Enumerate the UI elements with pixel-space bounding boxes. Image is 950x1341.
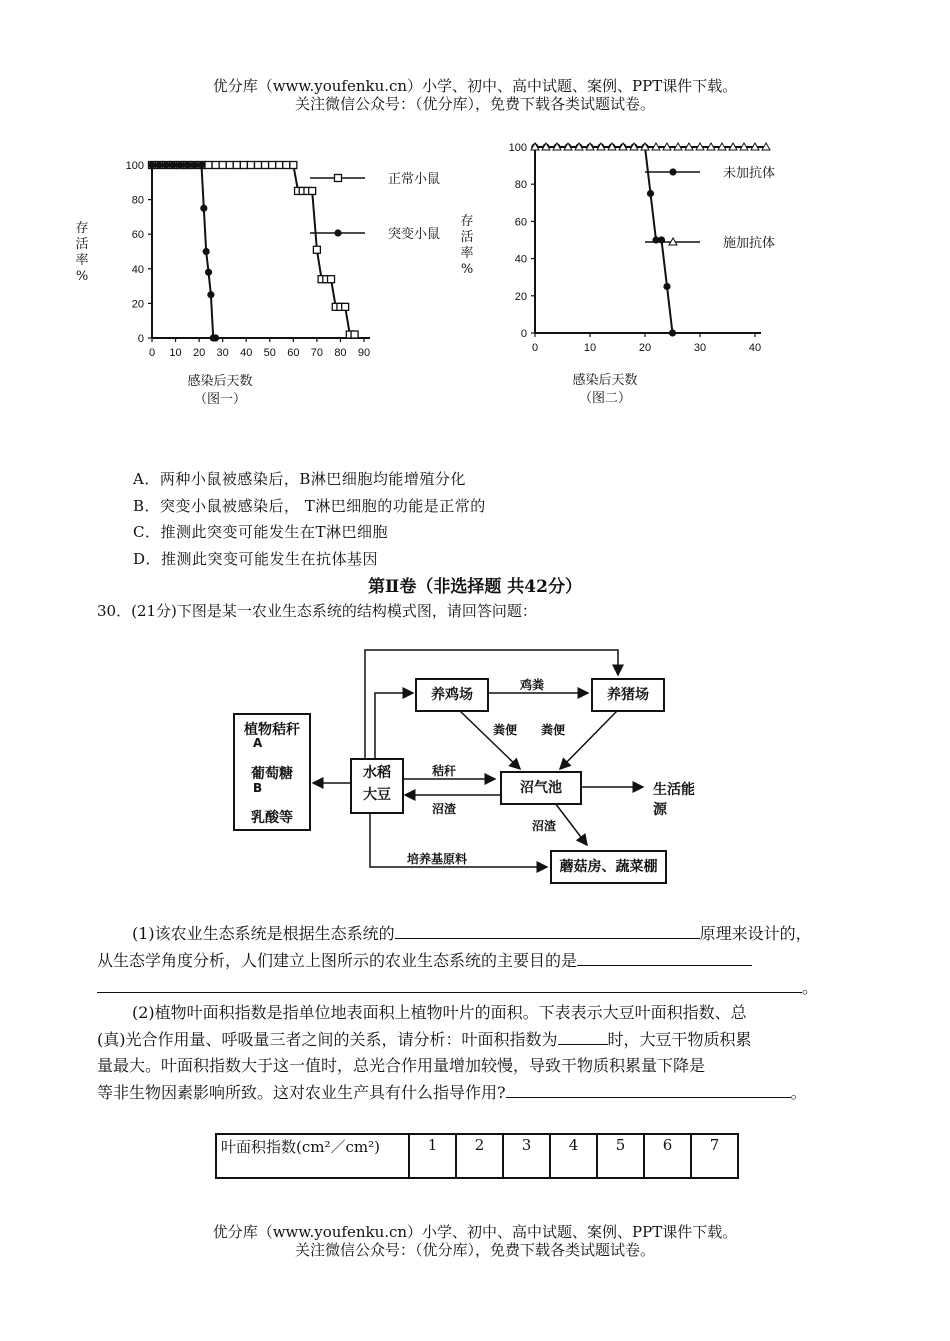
footer-line-2: 关注微信公众号：（优分库），免费下载各类试题试卷。 <box>294 1241 655 1259</box>
y-tick-label: 100 <box>125 160 144 172</box>
q1-line2-text: 从生态学角度分析，人们建立上图所示的农业生态系统的主要目的是 <box>97 951 578 970</box>
y-axis-label-char: % <box>75 269 89 284</box>
arrow-chicken-to-biogas <box>460 711 520 769</box>
data-point-series-2 <box>170 161 177 168</box>
q1-blank-3[interactable] <box>97 974 802 993</box>
series-line-1 <box>152 165 355 335</box>
y-tick-label: 80 <box>131 194 144 207</box>
question-30-stem: 30．(21分)下图是某一农业生态系统的结构模式图，请回答问题： <box>97 602 537 620</box>
y-axis-label-char: 活 <box>75 237 89 252</box>
data-point-series-1 <box>247 162 254 169</box>
y-axis-label-char: 率 <box>75 253 89 268</box>
q1-blank-2[interactable] <box>577 947 752 966</box>
label-medium-material: 培养基原料 <box>407 852 468 866</box>
chart-1-svg <box>60 140 480 410</box>
q2-line2-prefix: (真)光合作用量、呼吸量三者之间的关系，请分析：叶面积指数为 <box>97 1030 558 1049</box>
data-point-series-2 <box>155 161 162 168</box>
label-residue-2: 沼渣 <box>532 819 557 833</box>
chart-figure-2 <box>450 125 810 415</box>
data-point-series-2 <box>148 161 155 168</box>
y-tick-label: 100 <box>508 142 527 154</box>
q1-prefix: (1)该农业生态系统是根据生态系统的 <box>132 924 395 943</box>
legend-label-1: 未加抗体 <box>723 166 776 181</box>
data-point-series-1 <box>663 283 670 290</box>
label-manure-1: 粪便 <box>493 723 518 737</box>
q2-line2-suffix: 时，大豆干物质积累 <box>607 1030 752 1049</box>
y-tick-label: 40 <box>514 253 527 266</box>
box-pig-farm: 养猪场 <box>591 678 665 712</box>
x-tick-label: 0 <box>148 347 156 359</box>
data-point-series-1 <box>283 162 290 169</box>
ecosystem-diagram <box>225 645 705 885</box>
table-header-cell: 叶面积指数(cm²／cm²) <box>216 1134 409 1178</box>
y-axis-label-char: 存 <box>460 214 474 229</box>
data-point-series-1 <box>226 162 233 169</box>
option-c: C．推测此突变可能发生在T淋巴细胞 <box>133 523 388 541</box>
data-point-series-1 <box>262 162 269 169</box>
question-2 <box>97 1000 867 1106</box>
x-tick-label: 40 <box>748 342 762 354</box>
data-point-series-1 <box>240 162 247 169</box>
label-residue-1: 沼渣 <box>432 802 457 816</box>
x-axis-label: 感染后天数 <box>187 374 253 389</box>
arrow-rice-to-pig <box>365 650 618 761</box>
data-point-series-2 <box>207 291 214 298</box>
header-line-1: 优分库（www.youfenku.cn）小学、初中、高中试题、案例、PPT课件下载。 <box>212 77 738 95</box>
table-cell: 4 <box>550 1134 597 1178</box>
x-tick-label: 90 <box>357 347 371 359</box>
x-tick-label: 20 <box>638 342 652 354</box>
y-tick-label: 20 <box>131 298 144 311</box>
x-tick-label: 40 <box>240 347 253 359</box>
option-d: D．推测此突变可能发生在抗体基因 <box>133 550 379 568</box>
legend-marker-1 <box>669 168 676 175</box>
data-point-series-2 <box>191 161 198 168</box>
legend-marker-1 <box>335 175 342 182</box>
box-rice-line1: 水稻 <box>363 765 391 781</box>
data-point-series-1 <box>290 162 297 169</box>
table-cell: 7 <box>691 1134 738 1178</box>
data-point-series-1 <box>342 303 349 310</box>
legend-marker-2 <box>334 229 341 236</box>
table-cell: 2 <box>456 1134 503 1178</box>
data-point-series-1 <box>313 246 320 253</box>
series-line-1 <box>535 147 673 333</box>
label-straw: 秸秆 <box>432 764 457 778</box>
data-point-series-2 <box>184 161 191 168</box>
data-point-series-1 <box>269 162 276 169</box>
x-tick-label: 60 <box>287 347 300 359</box>
chart-2-svg <box>450 125 810 415</box>
data-point-series-1 <box>205 162 212 169</box>
arrow-biogas-to-mushroom <box>555 803 587 845</box>
x-tick-label: 80 <box>334 347 347 359</box>
option-b: B．突变小鼠被感染后， T淋巴细胞的功能是正常的 <box>133 497 486 515</box>
y-axis-label-char: 存 <box>75 221 89 236</box>
data-point-series-1 <box>233 162 240 169</box>
label-living-energy: 生活能源 <box>653 782 695 818</box>
y-tick-label: 20 <box>514 290 527 303</box>
box-straw-line3: 乳酸等 <box>251 810 293 826</box>
q2-line2 <box>97 1026 867 1053</box>
data-point-series-1 <box>351 331 358 338</box>
q1-suffix: 原理来设计的， <box>699 924 812 943</box>
arrow-rice-to-chicken <box>375 693 413 761</box>
x-tick-label: 20 <box>192 347 206 359</box>
legend-label-1: 正常小鼠 <box>388 172 441 187</box>
x-tick-label: 10 <box>583 342 597 354</box>
q1-end: 。 <box>802 978 819 997</box>
y-tick-label: 0 <box>137 333 144 345</box>
q2-line4-prefix: 等非生物因素影响所致。这对农业生产具有什么指导作用? <box>97 1083 506 1102</box>
box-biogas-digester: 沼气池 <box>500 771 582 805</box>
table-cell: 5 <box>597 1134 644 1178</box>
label-chicken-dung: 鸡粪 <box>520 678 545 692</box>
table-cell: 3 <box>503 1134 550 1178</box>
header-line-2: 关注微信公众号：（优分库），免费下载各类试题试卷。 <box>294 95 655 113</box>
y-tick-label: 60 <box>131 229 144 242</box>
y-axis-label-char: 活 <box>460 230 474 245</box>
lai-table <box>215 1133 739 1179</box>
box-straw-line2: 葡萄糖 <box>251 766 293 782</box>
q2-blank-1[interactable] <box>558 1026 608 1045</box>
label-manure-2: 粪便 <box>541 723 566 737</box>
box-straw-line1: 植物秸秆 <box>244 722 300 738</box>
q1-line3 <box>97 974 862 1001</box>
option-a: A．两种小鼠被感染后，B淋巴细胞均能增殖分化 <box>133 470 466 488</box>
data-point-series-1 <box>309 187 316 194</box>
q2-line4 <box>97 1079 867 1106</box>
data-point-series-1 <box>255 162 262 169</box>
legend-label-2: 施加抗体 <box>723 236 776 251</box>
q1-line1 <box>97 920 862 947</box>
lai-table-wrapper <box>215 1133 739 1179</box>
y-axis-label-char: 率 <box>460 246 474 261</box>
chart-figure-1 <box>60 140 480 410</box>
data-point-series-1 <box>212 162 219 169</box>
q2-line1: (2)植物叶面积指数是指单位地表面积上植物叶片的面积。下表表示大豆叶面积指数、总 <box>132 1003 747 1022</box>
question-1 <box>97 920 862 1001</box>
box-rice-line2: 大豆 <box>363 787 391 803</box>
data-point-series-2 <box>212 334 219 341</box>
box-rice-soybean <box>350 758 404 814</box>
data-point-series-1 <box>276 162 283 169</box>
chart-caption: （图一） <box>193 392 247 407</box>
y-axis-label-char: % <box>460 262 474 277</box>
section-title: 第Ⅱ卷（非选择题 共42分） <box>368 577 582 597</box>
y-tick-label: 40 <box>131 263 144 276</box>
q2-line3: 量最大。叶面积指数大于这一值时，总光合作用量增加较慢，导致干物质积累量下降是 <box>97 1056 706 1075</box>
data-point-series-1 <box>219 162 226 169</box>
x-axis-label: 感染后天数 <box>572 373 638 388</box>
box-chicken-farm: 养鸡场 <box>415 678 489 712</box>
data-point-series-2 <box>198 161 205 168</box>
arrow-pig-to-biogas <box>560 711 617 769</box>
q1-blank-1[interactable] <box>395 920 700 939</box>
x-tick-label: 0 <box>531 342 539 354</box>
data-point-series-2 <box>205 269 212 276</box>
y-tick-label: 60 <box>514 216 527 229</box>
label-a: A <box>253 736 263 750</box>
x-tick-label: 10 <box>169 347 182 359</box>
x-tick-label: 30 <box>216 347 229 359</box>
x-tick-label: 50 <box>263 347 276 359</box>
q1-line2 <box>97 947 862 974</box>
table-cell: 6 <box>644 1134 691 1178</box>
table-cell: 1 <box>409 1134 456 1178</box>
x-tick-label: 30 <box>693 342 707 354</box>
chart-caption: （图二） <box>578 391 632 406</box>
q2-line4-end: 。 <box>790 1083 807 1102</box>
footer-line-1: 优分库（www.youfenku.cn）小学、初中、高中试题、案例、PPT课件下载。 <box>212 1223 738 1241</box>
q2-blank-2[interactable] <box>506 1079 791 1098</box>
x-tick-label: 70 <box>310 347 324 359</box>
box-mushroom-vegetable: 蘑菇房、蔬菜棚 <box>550 850 667 884</box>
data-point-series-2 <box>203 248 210 255</box>
box-straw <box>233 713 311 831</box>
legend-label-2: 突变小鼠 <box>388 227 441 242</box>
label-b: B <box>253 781 263 795</box>
data-point-series-2 <box>200 205 207 212</box>
data-point-series-2 <box>177 161 184 168</box>
data-point-series-1 <box>647 190 654 197</box>
data-point-series-1 <box>669 329 676 336</box>
table-row <box>216 1134 738 1178</box>
data-point-series-2 <box>163 161 170 168</box>
y-tick-label: 0 <box>520 328 527 340</box>
data-point-series-1 <box>328 276 335 283</box>
y-tick-label: 80 <box>514 179 527 192</box>
